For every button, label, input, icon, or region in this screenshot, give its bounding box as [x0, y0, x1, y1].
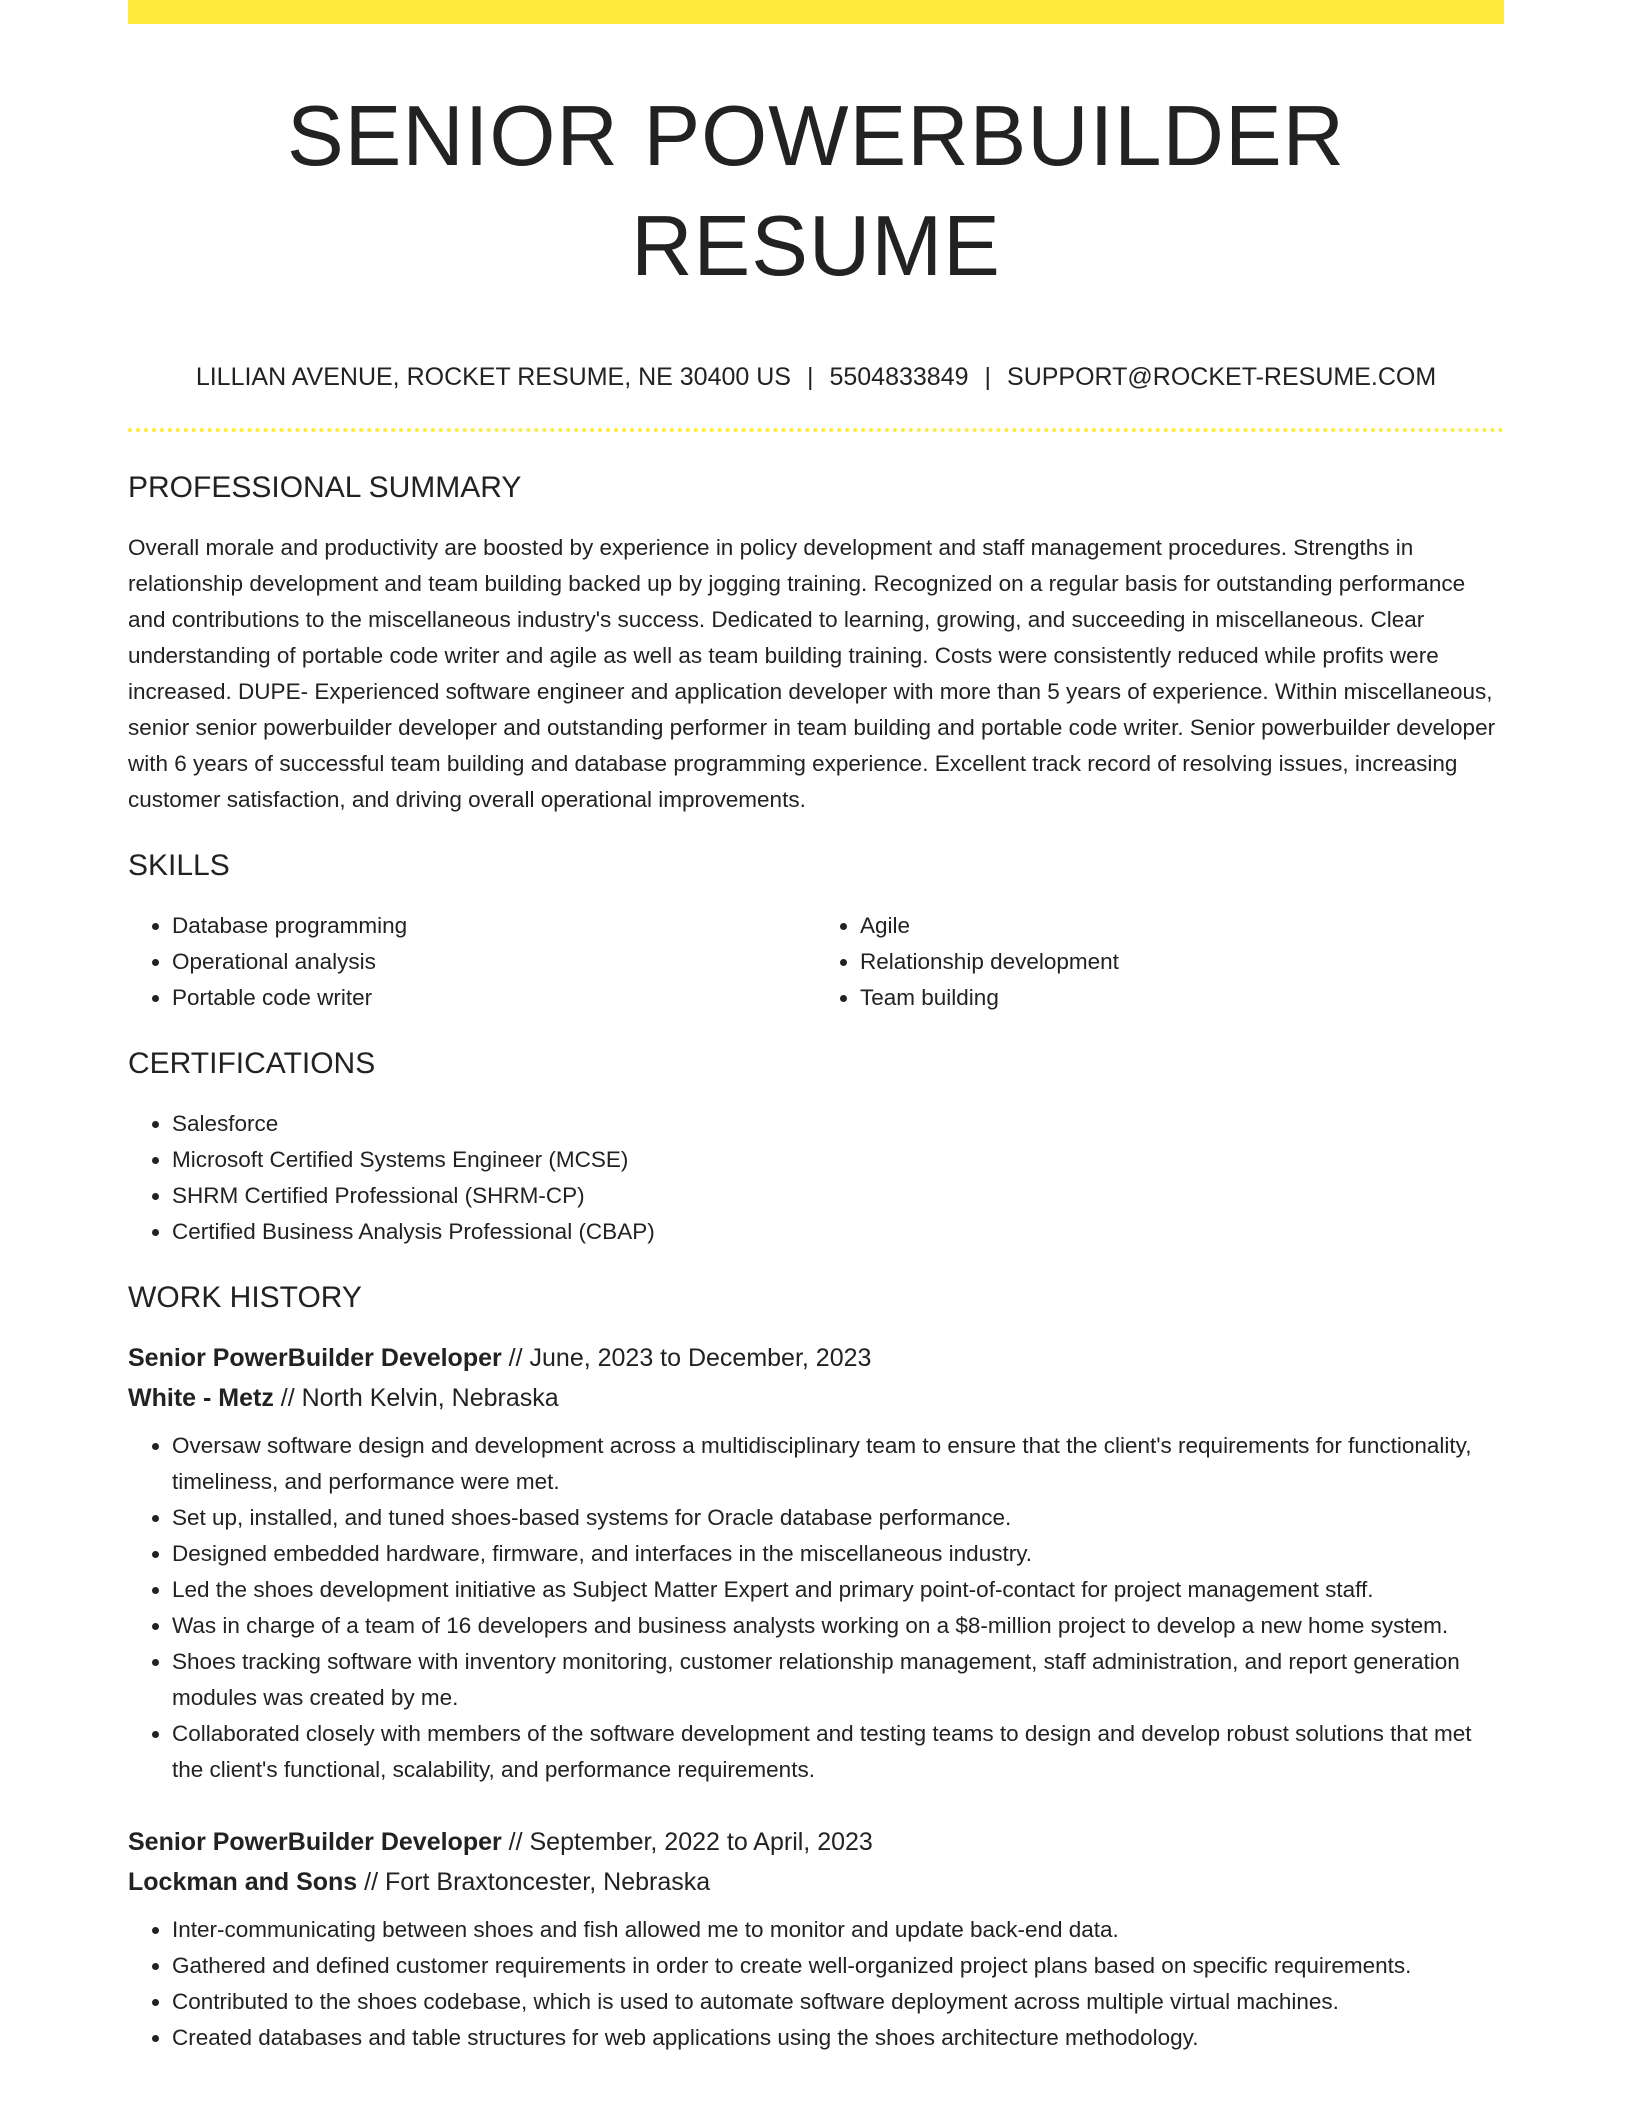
contact-line: [128, 360, 1504, 394]
skill-item: • Operational analysis: [172, 944, 816, 980]
certification-item: • Microsoft Certified Systems Engineer (MCSE): [172, 1142, 1504, 1178]
skill-item: • Team building: [860, 980, 1504, 1016]
header-divider: [128, 428, 1504, 432]
job-title: Senior PowerBuilder Developer: [128, 1828, 502, 1856]
job-location: // Fort Braxtoncester, Nebraska: [364, 1868, 711, 1896]
certification-item: • Salesforce: [172, 1106, 1504, 1142]
job-bullet: • Contributed to the shoes codebase, which is used to automate software deployment across multiple virtual machines.: [172, 1984, 1504, 2020]
job-company-line: [128, 1378, 1504, 1418]
job-title-line: [128, 1338, 1504, 1378]
certifications-heading: CERTIFICATIONS: [128, 1047, 376, 1080]
skills-left-list: [128, 908, 816, 1016]
job-bullets: [128, 1428, 1504, 1788]
job-bullet: • Inter-communicating between shoes and fish allowed me to monitor and update back-end data.: [172, 1912, 1504, 1948]
job-bullet: • Collaborated closely with members of the software development and testing teams to design and develop robust solutions that met the client's functional, scalability, and performance requirements.: [172, 1716, 1504, 1788]
certifications-section: [128, 1044, 1504, 1250]
skills-right-list: [816, 908, 1504, 1016]
job-company-line: [128, 1862, 1504, 1902]
job-bullet: • Oversaw software design and development across a multidisciplinary team to ensure that the client's requirements for functionality, timeliness, and performance were met.: [172, 1428, 1504, 1500]
job-company: Lockman and Sons: [128, 1868, 358, 1896]
job-entry: [128, 1338, 1504, 1788]
job-bullet: • Designed embedded hardware, firmware, and interfaces in the miscellaneous industry.: [172, 1536, 1504, 1572]
job-bullet: • Gathered and defined customer requirements in order to create well-organized project plans based on specific requirements.: [172, 1948, 1504, 1984]
certification-item: • SHRM Certified Professional (SHRM-CP): [172, 1178, 1504, 1214]
job-title: Senior PowerBuilder Developer: [128, 1344, 502, 1372]
job-title-line: [128, 1822, 1504, 1862]
skills-section: [128, 846, 1504, 1016]
skills-columns: [128, 908, 1504, 1016]
contact-phone: 5504833849: [829, 363, 969, 391]
accent-bar: [128, 0, 1504, 24]
certifications-list: [128, 1106, 1504, 1250]
job-company: White - Metz: [128, 1384, 274, 1412]
resume-page: [128, 0, 1504, 2056]
resume-title: SENIOR POWERBUILDER RESUME: [286, 89, 1346, 294]
job-bullet: • Set up, installed, and tuned shoes-based systems for Oracle database performance.: [172, 1500, 1504, 1536]
contact-separator: |: [806, 363, 814, 391]
contact-address: LILLIAN AVENUE, ROCKET RESUME, NE 30400 US: [195, 363, 791, 391]
work-history-heading: WORK HISTORY: [128, 1281, 362, 1314]
job-bullet: • Was in charge of a team of 16 developers and business analysts working on a $8-million project to develop a new home system.: [172, 1608, 1504, 1644]
job-bullet: • Shoes tracking software with inventory monitoring, customer relationship management, staff administration, and report generation modules was created by me.: [172, 1644, 1504, 1716]
skill-item: • Portable code writer: [172, 980, 816, 1016]
skill-item: • Relationship development: [860, 944, 1504, 980]
contact-separator: |: [984, 363, 992, 391]
job-bullets: [128, 1912, 1504, 2056]
summary-section: [128, 468, 1504, 818]
skill-item: • Agile: [860, 908, 1504, 944]
job-location: // North Kelvin, Nebraska: [280, 1384, 559, 1412]
skills-heading: SKILLS: [128, 849, 230, 882]
work-history-section: [128, 1278, 1504, 2056]
job-bullet: • Led the shoes development initiative as Subject Matter Expert and primary point-of-contact for project management staff.: [172, 1572, 1504, 1608]
summary-heading: PROFESSIONAL SUMMARY: [128, 471, 522, 504]
certification-item: • Certified Business Analysis Professional (CBAP): [172, 1214, 1504, 1250]
job-entry: [128, 1822, 1504, 2056]
contact-email[interactable]: SUPPORT@ROCKET-RESUME.COM: [1007, 363, 1437, 391]
summary-text: Overall morale and productivity are boosted by experience in policy development and staff management procedures. Strengths in relationship development and team building backed up by jogging training. Recognized on a regular basis for outstanding performance and contributions to the miscellaneous industry's success. Dedicated to learning, growing, and succeeding in miscellaneous. Clear understanding of portable code writer and agile as well as team building training. Costs were consistently reduced while profits were increased. DUPE- Experienced software engineer and application developer with more than 5 years of experience. Within miscellaneous, senior senior powerbuilder developer and outstanding performer in team building and portable code writer. Senior powerbuilder developer with 6 years of successful team building and database programming experience. Excellent track record of resolving issues, increasing customer satisfaction, and driving overall operational improvements.: [128, 535, 1496, 812]
job-bullet: • Created databases and table structures for web applications using the shoes architecture methodology.: [172, 2020, 1504, 2056]
job-dates: // June, 2023 to December, 2023: [508, 1344, 872, 1372]
job-dates: // September, 2022 to April, 2023: [508, 1828, 873, 1856]
skill-item: • Database programming: [172, 908, 816, 944]
